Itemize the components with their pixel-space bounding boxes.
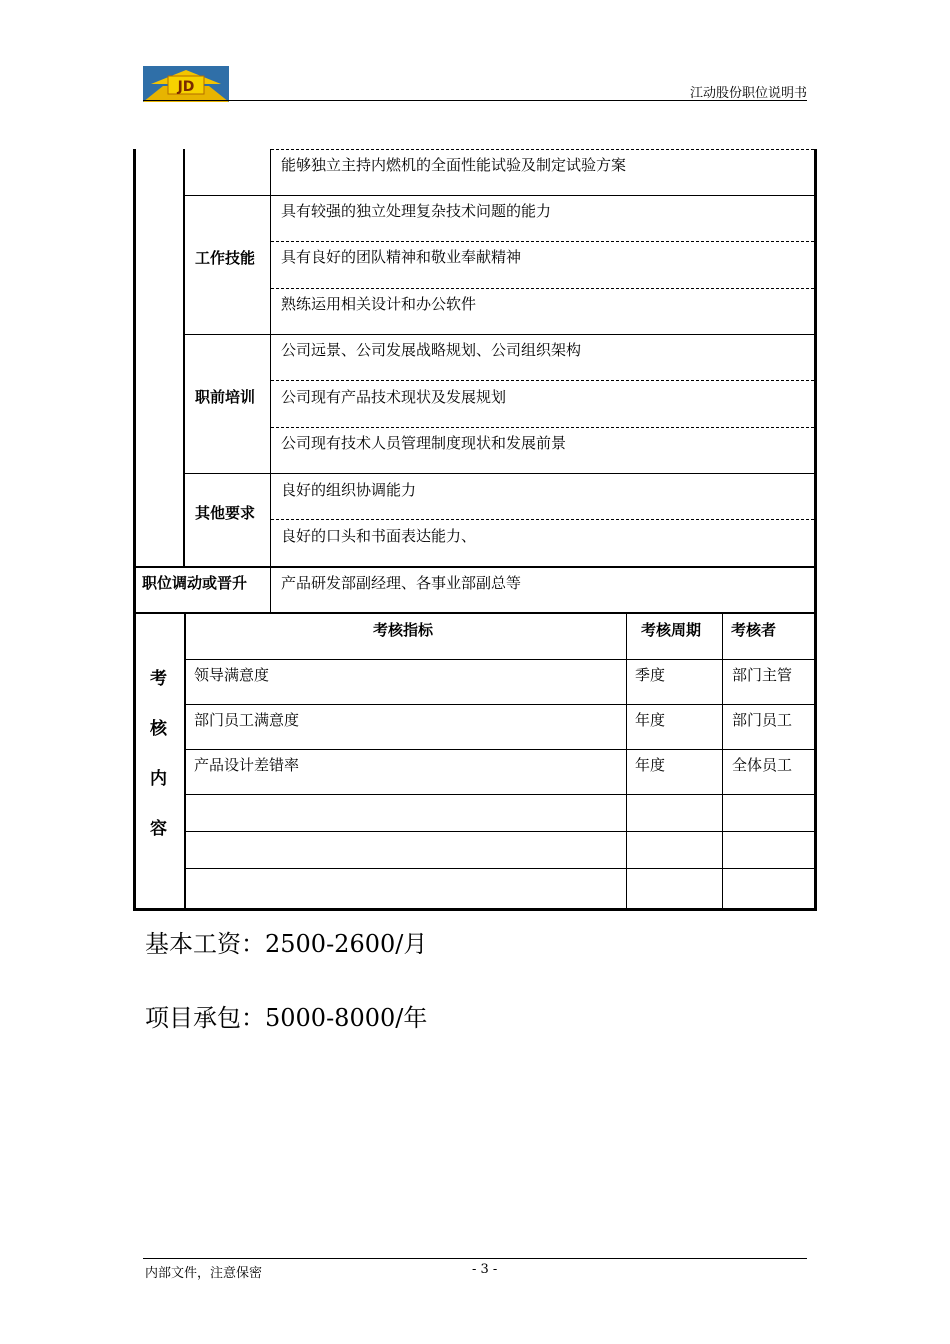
training-item: 公司远景、公司发展战略规划、公司组织架构 xyxy=(281,341,582,359)
training-label: 职前培训 xyxy=(195,388,256,406)
row-indicator: 领导满意度 xyxy=(194,666,270,684)
promotion-label: 职位调动或晋升 xyxy=(142,574,248,592)
row-indicator: 产品设计差错率 xyxy=(194,756,300,774)
svg-text:JD: JD xyxy=(177,79,195,95)
other-item: 良好的组织协调能力 xyxy=(281,481,417,499)
skills-item: 熟练运用相关设计和办公软件 xyxy=(281,295,477,313)
row-assessor: 全体员工 xyxy=(732,756,793,774)
other-label: 其他要求 xyxy=(195,504,256,522)
training-item: 公司现有产品技术现状及发展规划 xyxy=(281,388,507,406)
assessment-side-char: 考 xyxy=(150,669,167,689)
page-number: - 3 - xyxy=(472,1262,498,1277)
skills-item: 具有良好的团队精神和敬业奉献精神 xyxy=(281,248,522,266)
row-indicator: 部门员工满意度 xyxy=(194,711,300,729)
assessment-side-char: 核 xyxy=(150,719,167,739)
row-assessor: 部门主管 xyxy=(732,666,793,684)
project-bonus: 项目承包：5000-8000/年 xyxy=(145,1004,428,1032)
company-logo xyxy=(143,66,229,102)
promotion-value: 产品研发部副经理、各事业部副总等 xyxy=(281,574,522,592)
skills-label: 工作技能 xyxy=(195,249,256,267)
training-item: 公司现有技术人员管理制度现状和发展前景 xyxy=(281,434,567,452)
base-salary: 基本工资：2500-2600/月 xyxy=(145,930,428,958)
row-assessor: 部门员工 xyxy=(732,711,793,729)
header-period: 考核周期 xyxy=(641,621,702,639)
assessment-side-char: 内 xyxy=(150,769,167,789)
skills-top-item: 能够独立主持内燃机的全面性能试验及制定试验方案 xyxy=(281,156,627,174)
assessment-side-char: 容 xyxy=(150,819,167,839)
row-period: 年度 xyxy=(635,756,666,774)
header-rule xyxy=(143,100,807,101)
footer-rule xyxy=(143,1258,807,1259)
confidential-note: 内部文件，注意保密 xyxy=(145,1266,263,1281)
document-title: 江动股份职位说明书 xyxy=(689,86,807,101)
row-period: 季度 xyxy=(635,666,666,684)
row-period: 年度 xyxy=(635,711,666,729)
header-assessor: 考核者 xyxy=(731,621,777,639)
skills-item: 具有较强的独立处理复杂技术问题的能力 xyxy=(281,202,552,220)
header-indicator: 考核指标 xyxy=(373,621,434,639)
other-item: 良好的口头和书面表达能力、 xyxy=(281,527,477,545)
